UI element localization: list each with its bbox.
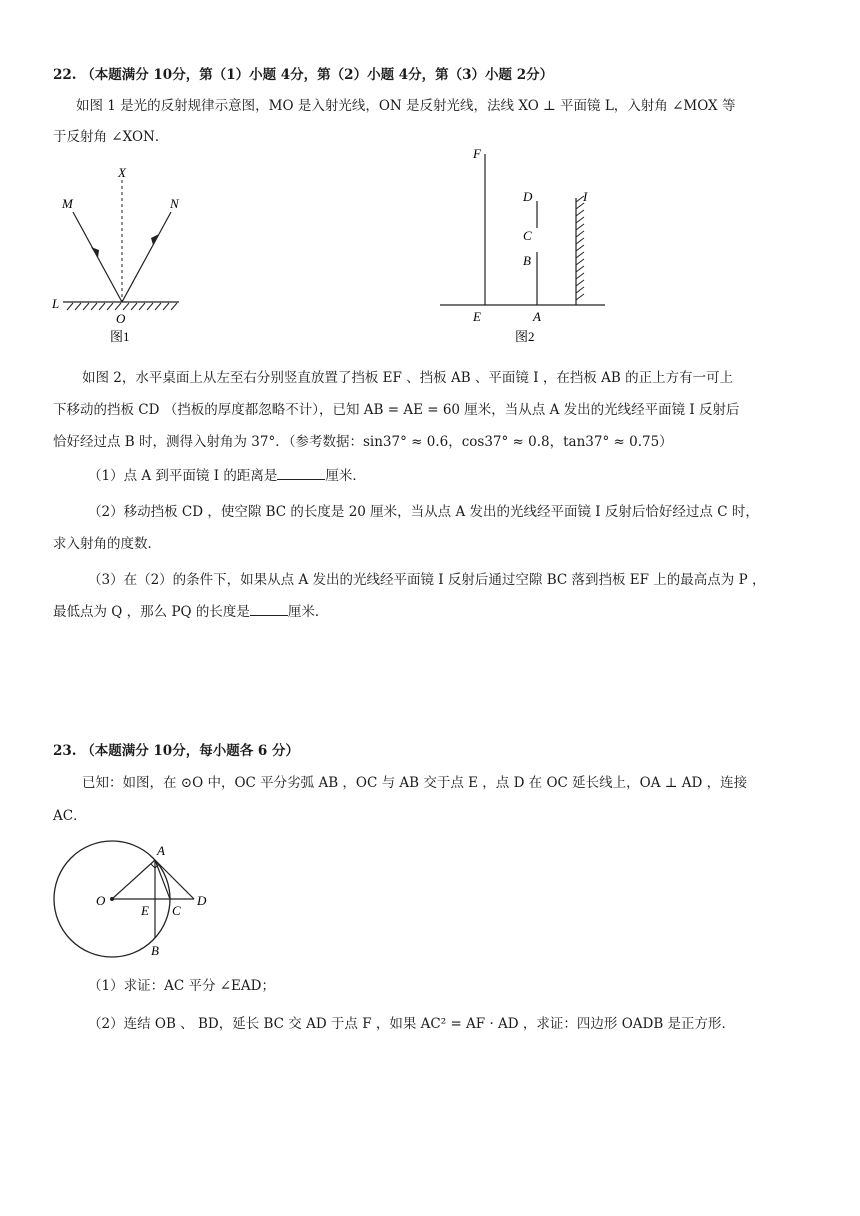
reflected-arrow: [151, 234, 159, 245]
label-e: E: [141, 903, 149, 918]
q23-header-line: [53, 739, 299, 759]
label-a: A: [157, 843, 165, 858]
center-dot: [110, 897, 114, 901]
label-x: X: [118, 165, 126, 180]
q22-sub3-line2: [53, 601, 328, 623]
label-a: A: [533, 309, 541, 324]
label-l: L: [52, 296, 60, 311]
label-n: N: [170, 196, 179, 211]
label-c: C: [523, 228, 532, 243]
q23-sub2: （2）连结 OB 、 BD，延长 BC 交 AD 于点 F ，如果 AC² = AF · AD ，求证：四边形 OADB 是正方形．: [88, 1016, 736, 1032]
q22-intro-line1: 如图 1 是光的反射规律示意图，MO 是入射光线，ON 是反射光线，法线 XO ⊥ 平面镜 L，入射角 ∠MOX 等: [76, 98, 736, 114]
q22-sub2-line1: （2）移动挡板 CD ，使空隙 BC 的长度是 20 厘米，当从点 A 发出的光线经平面镜 I 反射后恰好经过点 C 时，: [88, 504, 759, 520]
q22-sub1-text: （1）点 A 到平面镜 I 的距离是: [88, 468, 278, 484]
q22-figure-1: [45, 160, 195, 350]
label-i: I: [583, 189, 588, 204]
label-o: O: [96, 893, 106, 908]
segment-ad: [155, 860, 194, 899]
q22-desc-line1: 如图 2，水平桌面上从左至右分别竖直放置了挡板 EF 、挡板 AB 、平面镜 I ，在挡板 AB 的正上方有一可上: [82, 370, 734, 386]
label-d: D: [523, 189, 533, 204]
label-m: M: [62, 196, 73, 211]
mirror-hatching: [67, 303, 177, 310]
q23-intro-line1: 已知：如图，在 ⊙O 中，OC 平分劣弧 AB ，OC 与 AB 交于点 E ，点 D 在 OC 延长线上，OA ⊥ AD ，连接: [82, 775, 748, 791]
q23-sub1: （1）求证：AC 平分 ∠EAD；: [88, 978, 275, 994]
answer-blank-2: [250, 601, 288, 616]
label-b: B: [523, 253, 531, 268]
q22-sub1-unit: 厘米．: [325, 468, 366, 484]
q22-header-line: [53, 63, 553, 83]
segment-oa: [112, 860, 155, 899]
q22-sub1: [88, 465, 366, 487]
q22-desc-line2: 下移动的挡板 CD （挡板的厚度都忽略不计），已知 AB = AE = 60 厘米，当从点 A 发出的光线经平面镜 I 反射后: [53, 402, 740, 418]
q22-sub3-unit: 厘米．: [287, 604, 329, 620]
incident-arrow: [91, 247, 99, 258]
fig2-caption: 图2: [515, 329, 535, 344]
label-b: B: [151, 943, 159, 958]
label-c: C: [172, 903, 181, 918]
label-o: O: [116, 311, 126, 326]
fig1-caption: 图1: [110, 329, 130, 344]
label-e: E: [473, 309, 481, 324]
q22-sub3-text: 最低点为 Q ，那么 PQ 的长度是: [53, 604, 250, 620]
label-d: D: [197, 893, 207, 908]
q23-intro-line2: AC．: [53, 808, 87, 824]
q23-number: 23.: [53, 743, 77, 759]
q22-header: （本题满分 10分，第（1）小题 4分，第（2）小题 4分，第（3）小题 2分）: [81, 67, 554, 83]
q22-number: 22.: [53, 67, 77, 83]
q23-header: （本题满分 10分，每小题各 6 分）: [81, 743, 299, 759]
answer-blank-1: [277, 465, 325, 480]
q22-sub2-line2: 求入射角的度数．: [53, 536, 161, 552]
mirror-i-hatching: [576, 196, 584, 300]
q22-intro-line2: 于反射角 ∠XON．: [53, 129, 169, 145]
q22-sub3-line1: （3）在（2）的条件下，如果从点 A 发出的光线经平面镜 I 反射后通过空隙 BC 落到挡板 EF 上的最高点为 P ，: [88, 572, 766, 588]
q22-desc-line3: 恰好经过点 B 时，测得入射角为 37°．（参考数据：sin37° ≈ 0.6，cos37° ≈ 0.8，tan37° ≈ 0.75）: [53, 434, 673, 450]
q22-figure-2: [435, 140, 615, 350]
reflected-ray-on: [122, 212, 171, 302]
label-f: F: [473, 146, 481, 161]
q23-circle-figure: [45, 836, 225, 961]
